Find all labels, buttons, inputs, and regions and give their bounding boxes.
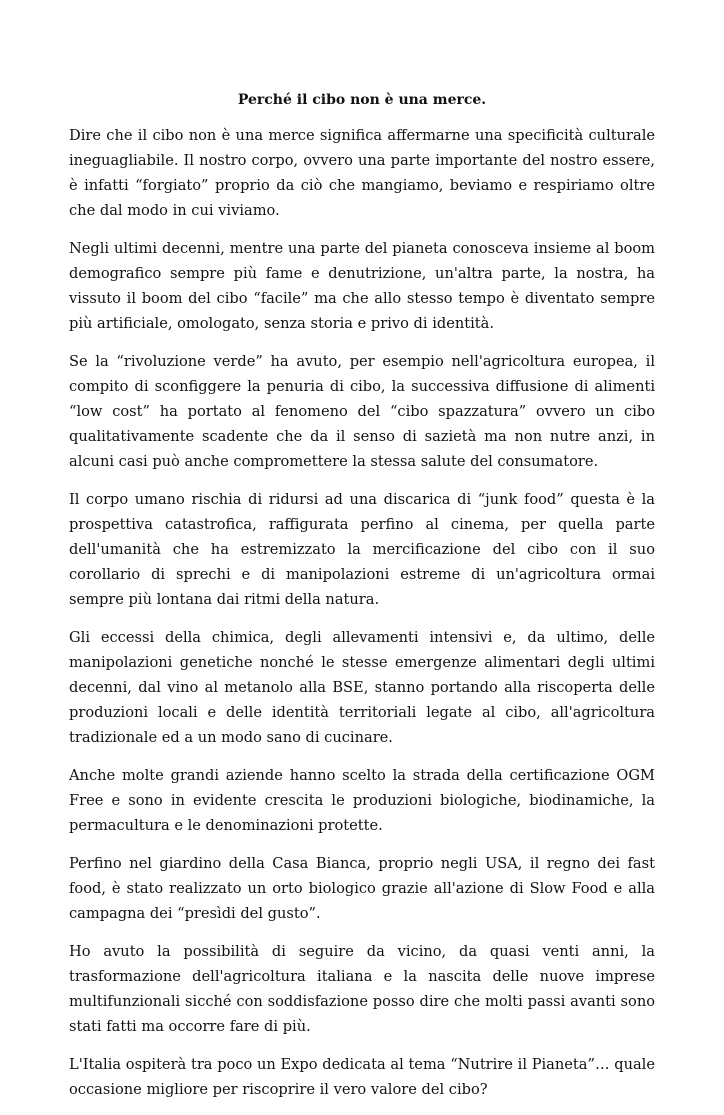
paragraph-2: Negli ultimi decenni, mentre una parte del pianeta conosceva insieme al boom demografico sempre più fame e denutrizione, un'altra parte, la nostra, ha vissuto il boom del cibo “facile” ma che allo stesso tempo è diventato sempre più artificiale, omologato, senza storia e privo di identità.	[69, 240, 655, 332]
paragraph-9: L'Italia ospiterà tra poco un Expo dedicata al tema “Nutrire il Pianeta”… quale occasione migliore per riscoprire il vero valore del cibo?	[69, 1056, 655, 1098]
paragraph-5: Gli eccessi della chimica, degli allevamenti intensivi e, da ultimo, delle manipolazioni genetiche nonché le stesse emergenze alimentari degli ultimi decenni, dal vino al metanolo alla BSE, stanno portando alla riscoperta delle produzioni locali e delle identità territoriali legate al cibo, all'agricoltura tradizionale ed a un modo sano di cucinare.	[69, 629, 655, 746]
paragraph-7: Perfino nel giardino della Casa Bianca, proprio negli USA, il regno dei fast food, è stato realizzato un orto biologico grazie all'azione di Slow Food e alla campagna dei “presìdi del gusto”.	[69, 855, 655, 922]
document-page	[69, 90, 655, 1115]
paragraph-6: Anche molte grandi aziende hanno scelto la strada della certificazione OGM Free e sono in evidente crescita le produzioni biologiche, biodinamiche, la permacultura e le denominazioni protette.	[69, 767, 655, 834]
paragraph-3: Se la “rivoluzione verde” ha avuto, per esempio nell'agricoltura europea, il compito di sconfiggere la penuria di cibo, la successiva diffusione di alimenti “low cost” ha portato al fenomeno del “cibo spazzatura” ovvero un cibo qualitativamente scadente che da il senso di sazietà ma non nutre anzi, in alcuni casi può anche compromettere la stessa salute del consumatore.	[69, 353, 655, 470]
document-title: Perché il cibo non è una merce.	[237, 92, 487, 108]
paragraph-4: Il corpo umano rischia di ridursi ad una discarica di “junk food” questa è la prospettiva catastrofica, raffigurata perfino al cinema, per quella parte dell'umanità che ha estremizzato la mercificazione del cibo con il suo corollario di sprechi e di manipolazioni estreme di un'agricoltura ormai sempre più lontana dai ritmi della natura.	[69, 491, 655, 608]
paragraph-8: Ho avuto la possibilità di seguire da vicino, da quasi venti anni, la trasformazione dell'agricoltura italiana e la nascita delle nuove imprese multifunzionali sicché con soddisfazione posso dire che molti passi avanti sono stati fatti ma occorre fare di più.	[69, 943, 655, 1035]
paragraph-1: Dire che il cibo non è una merce significa affermarne una specificità culturale ineguagliabile. Il nostro corpo, ovvero una parte importante del nostro essere, è infatti “forgiato” proprio da ciò che mangiamo, beviamo e respiriamo oltre che dal modo in cui viviamo.	[69, 127, 655, 219]
